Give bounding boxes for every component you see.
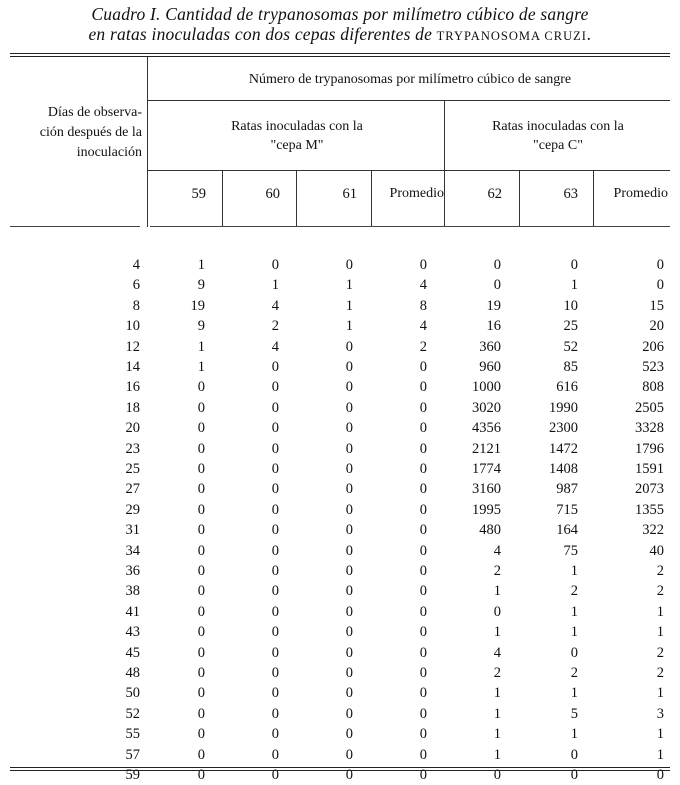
- day-cell: 18: [125, 399, 140, 416]
- value-cell: 0: [197, 665, 205, 681]
- table-row: [0, 439, 680, 459]
- value-cell: 0: [345, 542, 353, 559]
- value-cell: 3160: [472, 481, 501, 498]
- value-cell: 0: [656, 257, 664, 273]
- value-cell: 25: [563, 318, 578, 335]
- table-row: [0, 581, 680, 601]
- day-cell: 16: [125, 379, 140, 396]
- value-cell: 3: [656, 705, 664, 722]
- value-cell: 0: [197, 705, 205, 722]
- value-cell: 0: [197, 522, 205, 539]
- value-cell: 0: [197, 440, 205, 457]
- value-cell: 0: [197, 379, 205, 396]
- value-cell: 0: [271, 624, 279, 641]
- value-cell: 0: [271, 461, 279, 477]
- value-cell: 0: [197, 685, 205, 702]
- value-cell: 0: [345, 481, 353, 498]
- value-cell: 0: [570, 644, 578, 661]
- day-cell: 23: [125, 440, 140, 457]
- value-cell: 0: [345, 440, 353, 457]
- value-cell: 1355: [635, 501, 664, 518]
- value-cell: 19: [486, 297, 501, 314]
- value-cell: 0: [419, 420, 427, 437]
- value-cell: 0: [345, 644, 353, 661]
- bottom-rule-second: [10, 770, 670, 771]
- value-cell: 2: [419, 338, 427, 355]
- col-header-59: 59: [191, 186, 206, 202]
- day-cell: 4: [132, 257, 140, 273]
- table-row: [0, 622, 680, 642]
- value-cell: 0: [419, 603, 427, 620]
- value-cell: 3020: [472, 399, 501, 416]
- value-cell: 2: [570, 665, 578, 681]
- value-cell: 0: [345, 359, 353, 375]
- day-cell: 8: [132, 297, 140, 314]
- value-cell: 0: [419, 461, 427, 477]
- table-row: [0, 643, 680, 663]
- value-cell: 1: [345, 297, 353, 314]
- value-cell: 0: [271, 746, 279, 763]
- value-cell: 0: [419, 726, 427, 743]
- value-cell: 0: [345, 726, 353, 743]
- table-row: [0, 663, 680, 683]
- day-cell: 20: [125, 420, 140, 437]
- value-cell: 1: [493, 705, 501, 722]
- value-cell: 0: [493, 767, 501, 783]
- value-cell: 0: [419, 501, 427, 518]
- value-cell: 1: [570, 563, 578, 579]
- value-cell: 206: [642, 338, 664, 355]
- value-cell: 0: [419, 583, 427, 600]
- value-cell: 0: [271, 685, 279, 702]
- table-row: [0, 459, 680, 479]
- value-cell: 2121: [472, 440, 501, 457]
- caption-line-2-end: .: [586, 24, 592, 44]
- value-cell: 0: [271, 603, 279, 620]
- value-cell: 0: [271, 501, 279, 518]
- value-cell: 0: [197, 542, 205, 559]
- day-cell: 29: [125, 501, 140, 518]
- table-row: [0, 520, 680, 540]
- day-cell: 12: [125, 338, 140, 355]
- value-cell: 4: [419, 318, 427, 335]
- value-cell: 1: [570, 726, 578, 743]
- value-cell: 0: [197, 644, 205, 661]
- day-cell: 48: [125, 665, 140, 681]
- day-cell: 38: [125, 583, 140, 600]
- table-row: [0, 255, 680, 275]
- value-cell: 20: [649, 318, 664, 335]
- value-cell: 2300: [549, 420, 578, 437]
- value-cell: 0: [419, 705, 427, 722]
- value-cell: 1: [570, 624, 578, 641]
- value-cell: 2: [656, 583, 664, 600]
- value-cell: 0: [345, 665, 353, 681]
- value-cell: 0: [197, 461, 205, 477]
- value-cell: 85: [563, 359, 578, 375]
- value-cell: 1: [345, 277, 353, 294]
- value-cell: 0: [271, 257, 279, 273]
- value-cell: 0: [493, 257, 501, 273]
- value-cell: 0: [345, 685, 353, 702]
- value-cell: 0: [271, 481, 279, 498]
- value-cell: 0: [570, 767, 578, 783]
- value-cell: 0: [345, 522, 353, 539]
- group-separator: [444, 101, 445, 227]
- value-cell: 1: [570, 277, 578, 294]
- col-header-promedio-c: Promedio: [613, 186, 668, 201]
- table-row: [0, 357, 680, 377]
- value-cell: 1: [493, 583, 501, 600]
- value-cell: 1000: [472, 379, 501, 396]
- value-cell: 987: [556, 481, 578, 498]
- group-header-cepa-m: Ratas inoculadas con la "cepa M": [231, 119, 363, 153]
- day-cell: 14: [125, 359, 140, 375]
- value-cell: 0: [271, 399, 279, 416]
- value-cell: 0: [271, 563, 279, 579]
- value-cell: 523: [642, 359, 664, 375]
- value-cell: 0: [271, 440, 279, 457]
- day-cell: 43: [125, 624, 140, 641]
- value-cell: 0: [419, 379, 427, 396]
- value-cell: 4: [493, 644, 501, 661]
- value-cell: 2505: [635, 399, 664, 416]
- value-cell: 0: [197, 583, 205, 600]
- value-cell: 9: [197, 277, 205, 294]
- value-cell: 1: [493, 685, 501, 702]
- value-cell: 19: [190, 297, 205, 314]
- value-cell: 480: [479, 522, 501, 539]
- value-cell: 1: [493, 726, 501, 743]
- value-cell: 0: [345, 338, 353, 355]
- day-cell: 10: [125, 318, 140, 335]
- value-cell: 8: [419, 297, 427, 314]
- value-cell: 0: [197, 399, 205, 416]
- table-row: [0, 418, 680, 438]
- day-cell: 59: [125, 767, 140, 783]
- value-cell: 40: [649, 542, 664, 559]
- value-cell: 2: [656, 563, 664, 579]
- value-cell: 0: [419, 481, 427, 498]
- col-separator-2: [296, 171, 297, 227]
- value-cell: 0: [271, 522, 279, 539]
- table-row: [0, 724, 680, 744]
- col-header-61: 61: [342, 186, 357, 202]
- table-row: [0, 541, 680, 561]
- value-cell: 0: [656, 767, 664, 783]
- value-cell: 1796: [635, 440, 664, 457]
- value-cell: 0: [345, 420, 353, 437]
- value-cell: 1995: [472, 501, 501, 518]
- value-cell: 0: [271, 705, 279, 722]
- caption-line-2-text: en ratas inoculadas con dos cepas diferentes de: [88, 24, 437, 44]
- stub-separator: [147, 57, 148, 227]
- col-header-60: 60: [265, 186, 280, 202]
- value-cell: 0: [570, 746, 578, 763]
- value-cell: 616: [556, 379, 578, 396]
- value-cell: 1: [345, 318, 353, 335]
- value-cell: 0: [419, 767, 427, 783]
- value-cell: 0: [345, 257, 353, 273]
- value-cell: 164: [556, 522, 578, 539]
- value-cell: 0: [271, 542, 279, 559]
- table-row: [0, 704, 680, 724]
- value-cell: 1: [197, 257, 205, 273]
- value-cell: 715: [556, 501, 578, 518]
- value-cell: 4: [419, 277, 427, 294]
- value-cell: 1: [656, 603, 664, 620]
- value-cell: 0: [345, 563, 353, 579]
- value-cell: 1591: [635, 461, 664, 477]
- table-row: [0, 561, 680, 581]
- value-cell: 0: [271, 665, 279, 681]
- value-cell: 10: [563, 297, 578, 314]
- table-row: [0, 500, 680, 520]
- value-cell: 0: [197, 624, 205, 641]
- day-cell: 41: [125, 603, 140, 620]
- value-cell: 0: [345, 705, 353, 722]
- bottom-rule: [10, 767, 670, 768]
- value-cell: 0: [345, 624, 353, 641]
- value-cell: 0: [197, 767, 205, 783]
- value-cell: 0: [570, 257, 578, 273]
- value-cell: 9: [197, 318, 205, 335]
- value-cell: 52: [563, 338, 578, 355]
- day-cell: 6: [132, 277, 140, 294]
- day-cell: 36: [125, 563, 140, 579]
- col-header-promedio-m: Promedio: [389, 186, 444, 201]
- value-cell: 0: [419, 542, 427, 559]
- value-cell: 0: [419, 665, 427, 681]
- top-rule-second: [10, 56, 670, 57]
- value-cell: 322: [642, 522, 664, 539]
- value-cell: 0: [197, 420, 205, 437]
- value-cell: 0: [197, 563, 205, 579]
- table-row: [0, 398, 680, 418]
- value-cell: 0: [345, 379, 353, 396]
- value-cell: 4356: [472, 420, 501, 437]
- stub-header-text: Días de observa- ción después de la inoculación: [39, 105, 142, 160]
- value-cell: 1774: [472, 461, 501, 477]
- value-cell: 0: [197, 603, 205, 620]
- value-cell: 0: [419, 440, 427, 457]
- value-cell: 1472: [549, 440, 578, 457]
- value-cell: 0: [345, 501, 353, 518]
- value-cell: 1: [656, 624, 664, 641]
- header-underline-stub: [10, 226, 140, 227]
- value-cell: 0: [271, 420, 279, 437]
- value-cell: 0: [493, 603, 501, 620]
- value-cell: 2073: [635, 481, 664, 498]
- col-separator-1: [222, 171, 223, 227]
- value-cell: 0: [419, 399, 427, 416]
- value-cell: 0: [419, 685, 427, 702]
- value-cell: 0: [197, 726, 205, 743]
- value-cell: 0: [345, 461, 353, 477]
- day-cell: 27: [125, 481, 140, 498]
- value-cell: 0: [345, 583, 353, 600]
- value-cell: 2: [493, 665, 501, 681]
- value-cell: 4: [493, 542, 501, 559]
- value-cell: 0: [271, 726, 279, 743]
- day-cell: 34: [125, 542, 140, 559]
- table-row: [0, 479, 680, 499]
- table-row: [0, 765, 680, 785]
- value-cell: 360: [479, 338, 501, 355]
- value-cell: 1: [656, 726, 664, 743]
- spanner-rule: [148, 100, 670, 101]
- day-cell: 52: [125, 705, 140, 722]
- day-cell: 45: [125, 644, 140, 661]
- value-cell: 0: [345, 746, 353, 763]
- value-cell: 0: [271, 379, 279, 396]
- value-cell: 1: [656, 685, 664, 702]
- value-cell: 16: [486, 318, 501, 335]
- value-cell: 0: [345, 603, 353, 620]
- value-cell: 0: [271, 359, 279, 375]
- value-cell: 0: [419, 522, 427, 539]
- table-row: [0, 296, 680, 316]
- value-cell: 2: [570, 583, 578, 600]
- table-row: [0, 683, 680, 703]
- value-cell: 4: [271, 338, 279, 355]
- col-header-62: 62: [487, 186, 502, 202]
- value-cell: 1990: [549, 399, 578, 416]
- value-cell: 15: [649, 297, 664, 314]
- table-row: [0, 602, 680, 622]
- value-cell: 0: [419, 746, 427, 763]
- value-cell: 0: [493, 277, 501, 294]
- value-cell: 1: [197, 359, 205, 375]
- caption-line-1: Cuadro I. Cantidad de trypanosomas por milímetro cúbico de sangre: [91, 4, 589, 24]
- value-cell: 5: [570, 705, 578, 722]
- group-rule: [148, 170, 670, 171]
- table-row: [0, 337, 680, 357]
- value-cell: 0: [419, 644, 427, 661]
- value-cell: 0: [197, 481, 205, 498]
- value-cell: 4: [271, 297, 279, 314]
- day-cell: 50: [125, 685, 140, 702]
- value-cell: 75: [563, 542, 578, 559]
- value-cell: 1: [656, 746, 664, 763]
- value-cell: 1: [570, 685, 578, 702]
- value-cell: 0: [197, 746, 205, 763]
- value-cell: 2: [656, 644, 664, 661]
- value-cell: 2: [493, 563, 501, 579]
- value-cell: 1408: [549, 461, 578, 477]
- value-cell: 1: [493, 746, 501, 763]
- value-cell: 1: [570, 603, 578, 620]
- table-row: [0, 316, 680, 336]
- day-cell: 25: [125, 461, 140, 477]
- table-row: [0, 275, 680, 295]
- value-cell: 1: [493, 624, 501, 641]
- day-cell: 55: [125, 726, 140, 743]
- day-cell: 31: [125, 522, 140, 539]
- value-cell: 808: [642, 379, 664, 396]
- value-cell: 0: [345, 767, 353, 783]
- table-row: [0, 745, 680, 765]
- value-cell: 0: [345, 399, 353, 416]
- value-cell: 0: [656, 277, 664, 294]
- value-cell: 0: [419, 563, 427, 579]
- header-underline-body: [150, 226, 670, 227]
- stub-header: [10, 103, 142, 163]
- col-header-63: 63: [563, 186, 578, 202]
- day-cell: 57: [125, 746, 140, 763]
- value-cell: 960: [479, 359, 501, 375]
- value-cell: 2: [271, 318, 279, 335]
- caption-line-2: [12, 24, 668, 46]
- top-rule: [10, 53, 670, 54]
- value-cell: 0: [271, 767, 279, 783]
- value-cell: 0: [271, 583, 279, 600]
- value-cell: 3328: [635, 420, 664, 437]
- value-cell: 0: [419, 624, 427, 641]
- value-cell: 1: [271, 277, 279, 294]
- table-caption: [12, 4, 668, 46]
- value-cell: 0: [419, 359, 427, 375]
- value-cell: 2: [656, 665, 664, 681]
- value-cell: 0: [419, 257, 427, 273]
- value-cell: 1: [197, 338, 205, 355]
- group-header-cepa-c: Ratas inoculadas con la "cepa C": [492, 119, 624, 153]
- spanner-header: Número de trypanosomas por milímetro cúbico de sangre: [248, 72, 572, 87]
- table-row: [0, 377, 680, 397]
- value-cell: 0: [271, 644, 279, 661]
- caption-species-name: TRYPANOSOMA CRUZI: [436, 29, 587, 43]
- value-cell: 0: [197, 501, 205, 518]
